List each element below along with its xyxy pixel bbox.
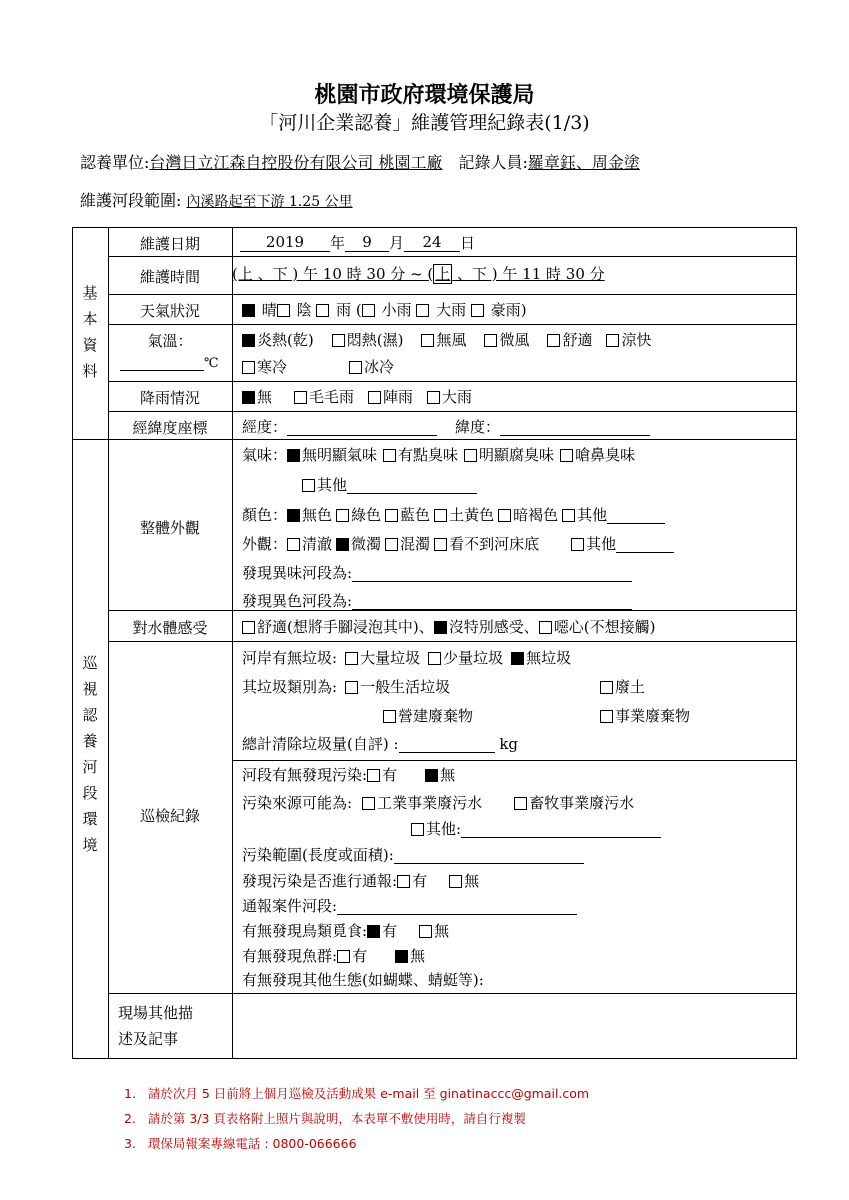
temp-options-2: 寒冷 冰冷 — [242, 358, 394, 376]
smell-other-input[interactable] — [347, 477, 477, 494]
checkbox-icon[interactable] — [434, 509, 447, 522]
time-up-selected: 上 — [435, 265, 451, 283]
odd-color-section: 發現異色河段為: — [242, 592, 632, 610]
checkbox-icon[interactable] — [316, 304, 329, 317]
checkbox-icon[interactable] — [337, 950, 350, 963]
color-other-input[interactable] — [607, 507, 665, 524]
note-2: 2. 請於第 3/3 頁表格附上照片與說明，本表單不敷使用時，請自行複製 — [124, 1111, 526, 1126]
checkbox-icon[interactable] — [449, 875, 462, 888]
rain-options: 無 毛毛雨 陣雨 大雨 — [242, 388, 472, 406]
checkbox-checked-icon[interactable] — [242, 304, 255, 317]
time-field[interactable]: (上 、下 ) 午 10 時 30 分 ~ ( 上 、下 ) 午 11 時 30 分 — [232, 265, 605, 283]
weather-options: 晴 陰 雨 ( 小雨 大雨 豪雨) — [242, 301, 527, 319]
temp-options: 炎熱(乾) 悶熱(濕) 無風 微風 舒適 涼快 — [242, 331, 652, 349]
checkbox-icon[interactable] — [345, 652, 358, 665]
checkbox-icon[interactable] — [362, 797, 375, 810]
checkbox-icon[interactable] — [349, 361, 362, 374]
checkbox-icon[interactable] — [411, 823, 424, 836]
checkbox-icon[interactable] — [471, 304, 484, 317]
checkbox-icon[interactable] — [571, 538, 584, 551]
checkbox-icon[interactable] — [367, 769, 380, 782]
pollution-found: 河段有無發現污染: 有 無 — [242, 766, 456, 784]
label-date: 維護日期 — [139, 235, 200, 253]
checkbox-icon[interactable] — [539, 621, 552, 634]
date-field[interactable]: 2019 年 9 月 24 日 — [240, 233, 475, 252]
latitude-input[interactable] — [500, 419, 650, 436]
garbage-total-input[interactable] — [399, 736, 495, 753]
checkbox-icon[interactable] — [514, 797, 527, 810]
longitude-input[interactable] — [287, 419, 437, 436]
label-time: 維護時間 — [139, 268, 200, 286]
label-rain: 降雨情況 — [139, 389, 200, 407]
pollution-other-input[interactable] — [461, 821, 661, 838]
checkbox-icon[interactable] — [434, 538, 447, 551]
checkbox-checked-icon[interactable] — [395, 950, 408, 963]
checkbox-icon[interactable] — [385, 538, 398, 551]
adopter-unit-value: 台灣日立江森自控股份有限公司 桃園工廠 — [149, 153, 443, 172]
note-1: 1. 請於次月 5 日前將上個月巡檢及活動成果 e-mail 至 ginatinaccc@gmail.com — [124, 1086, 590, 1101]
checkbox-icon[interactable] — [277, 304, 290, 317]
checkbox-icon[interactable] — [562, 509, 575, 522]
label-feel: 對水體感受 — [132, 619, 208, 637]
checkbox-icon[interactable] — [302, 479, 315, 492]
checkbox-icon[interactable] — [560, 449, 573, 462]
river-range: 維護河段範圍: 內溪路起至下游 1.25 公里 — [80, 191, 353, 210]
pollution-range-input[interactable] — [394, 847, 584, 864]
checkbox-checked-icon[interactable] — [425, 769, 438, 782]
garbage-type-soil: 廢土 — [600, 678, 645, 696]
recorder-value: 羅章鈺、周金塗 — [527, 153, 640, 172]
report-case-section: 通報案件河段: — [242, 897, 577, 915]
checkbox-checked-icon[interactable] — [242, 334, 255, 347]
report-case-input[interactable] — [337, 898, 577, 915]
odd-color-input[interactable] — [352, 593, 632, 610]
checkbox-icon[interactable] — [368, 391, 381, 404]
checkbox-icon[interactable] — [600, 681, 613, 694]
checkbox-checked-icon[interactable] — [336, 538, 349, 551]
pollution-source: 污染來源可能為: 工業事業廢污水 畜牧事業廢污水 — [242, 794, 635, 812]
note-3: 3. 環保局報案專線電話 : 0800-066666 — [124, 1136, 357, 1151]
label-other-notes: 現場其他描 述及記事 — [118, 1004, 194, 1048]
garbage-type-construction: 營建廢棄物 — [383, 707, 473, 725]
checkbox-checked-icon[interactable] — [367, 925, 380, 938]
river-range-value: 內溪路起至下游 1.25 公里 — [186, 194, 353, 210]
look-options: 外觀： 清澈 微濁 混濁 看不到河床底 其他 — [242, 535, 674, 553]
coord-fields: 經度： 緯度： — [242, 418, 650, 436]
pollution-range: 污染範圍(長度或面積): — [242, 846, 584, 864]
smell-options: 氣味： 無明顯氣味 有點臭味 明顯腐臭味 嗆鼻臭味 — [242, 446, 636, 464]
look-other-input[interactable] — [616, 536, 674, 553]
checkbox-icon[interactable] — [242, 361, 255, 374]
garbage-type: 其垃圾類別為: 一般生活垃圾 — [242, 678, 451, 696]
checkbox-icon[interactable] — [287, 538, 300, 551]
checkbox-icon[interactable] — [397, 875, 410, 888]
checkbox-icon[interactable] — [336, 509, 349, 522]
label-coord: 經緯度座標 — [132, 419, 208, 437]
temp-unit-field[interactable]: ℃ — [120, 356, 219, 371]
checkbox-icon[interactable] — [419, 925, 432, 938]
checkbox-checked-icon[interactable] — [434, 621, 447, 634]
garbage-type-industrial: 事業廢棄物 — [600, 707, 690, 725]
checkbox-icon[interactable] — [484, 334, 497, 347]
fish-found: 有無發現魚群: 有 無 — [242, 947, 426, 965]
checkbox-icon[interactable] — [428, 652, 441, 665]
checkbox-icon[interactable] — [385, 509, 398, 522]
other-ecology: 有無發現其他生態(如蝴蝶、蜻蜓等): — [242, 971, 484, 989]
checkbox-icon[interactable] — [600, 710, 613, 723]
garbage-total: 總計清除垃圾量(自評) : kg — [242, 735, 519, 753]
checkbox-icon[interactable] — [362, 304, 375, 317]
garbage-presence: 河岸有無垃圾: 大量垃圾 少量垃圾 無垃圾 — [242, 649, 572, 667]
checkbox-icon[interactable] — [547, 334, 560, 347]
checkbox-icon[interactable] — [345, 681, 358, 694]
color-options: 顏色： 無色 綠色 藍色 土黃色 暗褐色 其他 — [242, 506, 665, 524]
checkbox-icon[interactable] — [242, 621, 255, 634]
checkbox-icon[interactable] — [427, 391, 440, 404]
checkbox-icon[interactable] — [421, 334, 434, 347]
label-weather: 天氣狀況 — [139, 302, 200, 320]
section-basic-info: 基本資料 — [82, 284, 98, 380]
checkbox-checked-icon[interactable] — [287, 449, 300, 462]
checkbox-icon[interactable] — [498, 509, 511, 522]
bird-feeding: 有無發現鳥類覓食: 有 無 — [242, 922, 450, 940]
checkbox-icon[interactable] — [383, 449, 396, 462]
section-patrol: 巡視認養河段環境 — [82, 654, 98, 854]
checkbox-icon[interactable] — [294, 391, 307, 404]
label-temp: 氣溫： — [147, 332, 193, 350]
pollution-reported: 發現污染是否進行通報: 有 無 — [242, 872, 480, 890]
label-appearance: 整體外觀 — [139, 519, 200, 537]
checkbox-icon[interactable] — [383, 710, 396, 723]
feel-options: 舒適(想將手腳浸泡其中)、 沒特別感受、 噁心(不想接觸) — [242, 618, 655, 636]
checkbox-icon[interactable] — [416, 304, 429, 317]
checkbox-checked-icon[interactable] — [242, 391, 255, 404]
checkbox-checked-icon[interactable] — [287, 509, 300, 522]
form-subtitle: 「河川企業認養」維護管理紀錄表(1/3) — [259, 112, 590, 134]
odd-smell-section: 發現異味河段為: — [242, 564, 632, 582]
odd-smell-input[interactable] — [352, 565, 632, 582]
smell-other: 其他 — [302, 476, 477, 494]
label-patrol-record: 巡檢紀錄 — [139, 807, 200, 825]
adopter-unit: 認養單位:台灣日立江森自控股份有限公司 桃園工廠 記錄人員:羅章鈺、周金塗 — [80, 153, 640, 172]
checkbox-icon[interactable] — [332, 334, 345, 347]
checkbox-icon[interactable] — [464, 449, 477, 462]
checkbox-icon[interactable] — [606, 334, 619, 347]
page-title: 桃園市政府環境保護局 — [314, 82, 535, 108]
pollution-source-other: 其他: — [411, 820, 661, 838]
checkbox-checked-icon[interactable] — [511, 652, 524, 665]
